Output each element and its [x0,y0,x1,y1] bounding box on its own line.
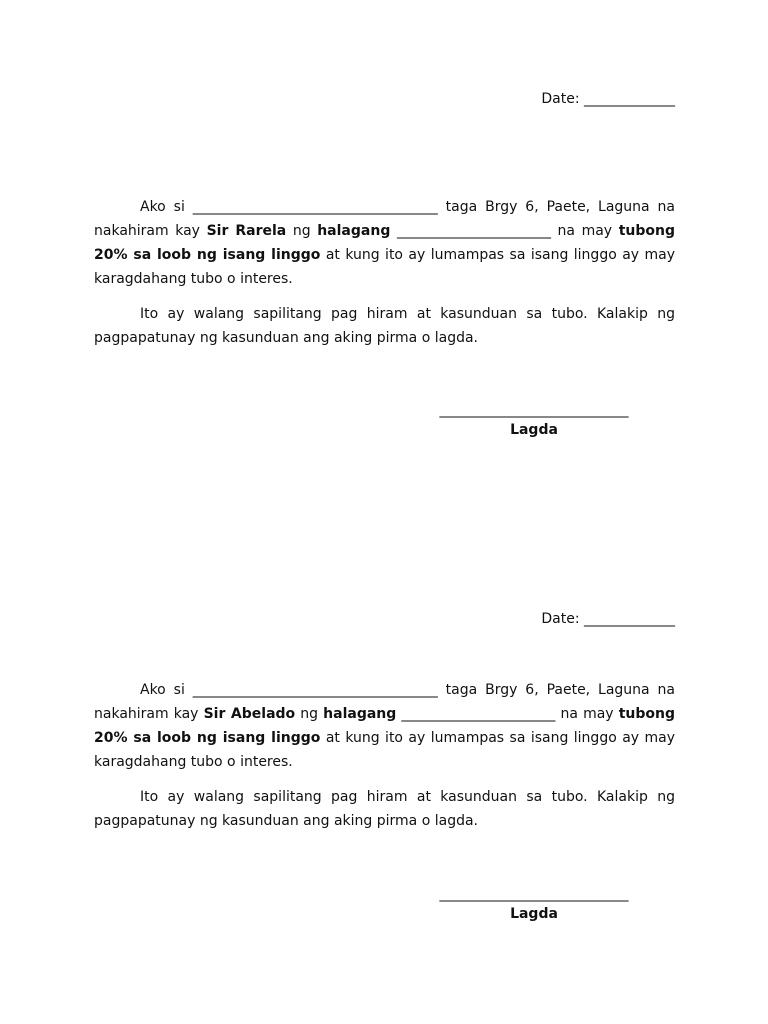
amount-blank: ______________________ na may [396,706,619,722]
intro-text: Ako si ___________________________________ taga Brgy 6, Paete, Laguna na nakahiram kay [94,199,675,239]
rest-text: at kung ito ay lumampas sa isang linggo ay may karagdahang tubo o interes. [94,247,675,287]
rest-text: at kung ito ay lumampas sa isang linggo ay may karagdahang tubo o interes. [94,730,675,770]
halagang-text: halagang [323,706,397,722]
interest-terms: tubong 20% sa loob ng isang linggo [94,223,675,263]
signature-line: ___________________________ [439,886,629,902]
signature-label: Lagda [510,906,558,922]
signature-label: Lagda [510,422,558,438]
agreement-paragraph [94,195,675,291]
signature-line: ___________________________ [439,402,629,418]
signature-block [417,402,651,440]
interest-terms: tubong 20% sa loob ng isang linggo [94,706,675,746]
consent-paragraph: Ito ay walang sapilitang pag hiram at kasunduan sa tubo. Kalakip ng pagpapatunay ng kasunduan ang aking pirma o lagda. [94,789,675,829]
consent-paragraph: Ito ay walang sapilitang pag hiram at kasunduan sa tubo. Kalakip ng pagpapatunay ng kasunduan ang aking pirma o lagda. [94,306,675,346]
ng-text: ng [286,223,318,239]
date-field: Date: _____________ [541,91,675,107]
agreement-paragraph [94,678,675,774]
lender-name: Sir Abelado [203,706,296,722]
lender-name: Sir Rarela [206,223,287,239]
amount-blank: ______________________ na may [390,223,619,239]
signature-block [417,886,651,924]
body-text [94,195,675,350]
intro-text: Ako si ___________________________________ taga Brgy 6, Paete, Laguna na nakahiram kay [94,682,675,722]
date-field: Date: _____________ [541,611,675,627]
halagang-text: halagang [317,223,391,239]
ng-text: ng [295,706,324,722]
body-text [94,678,675,833]
